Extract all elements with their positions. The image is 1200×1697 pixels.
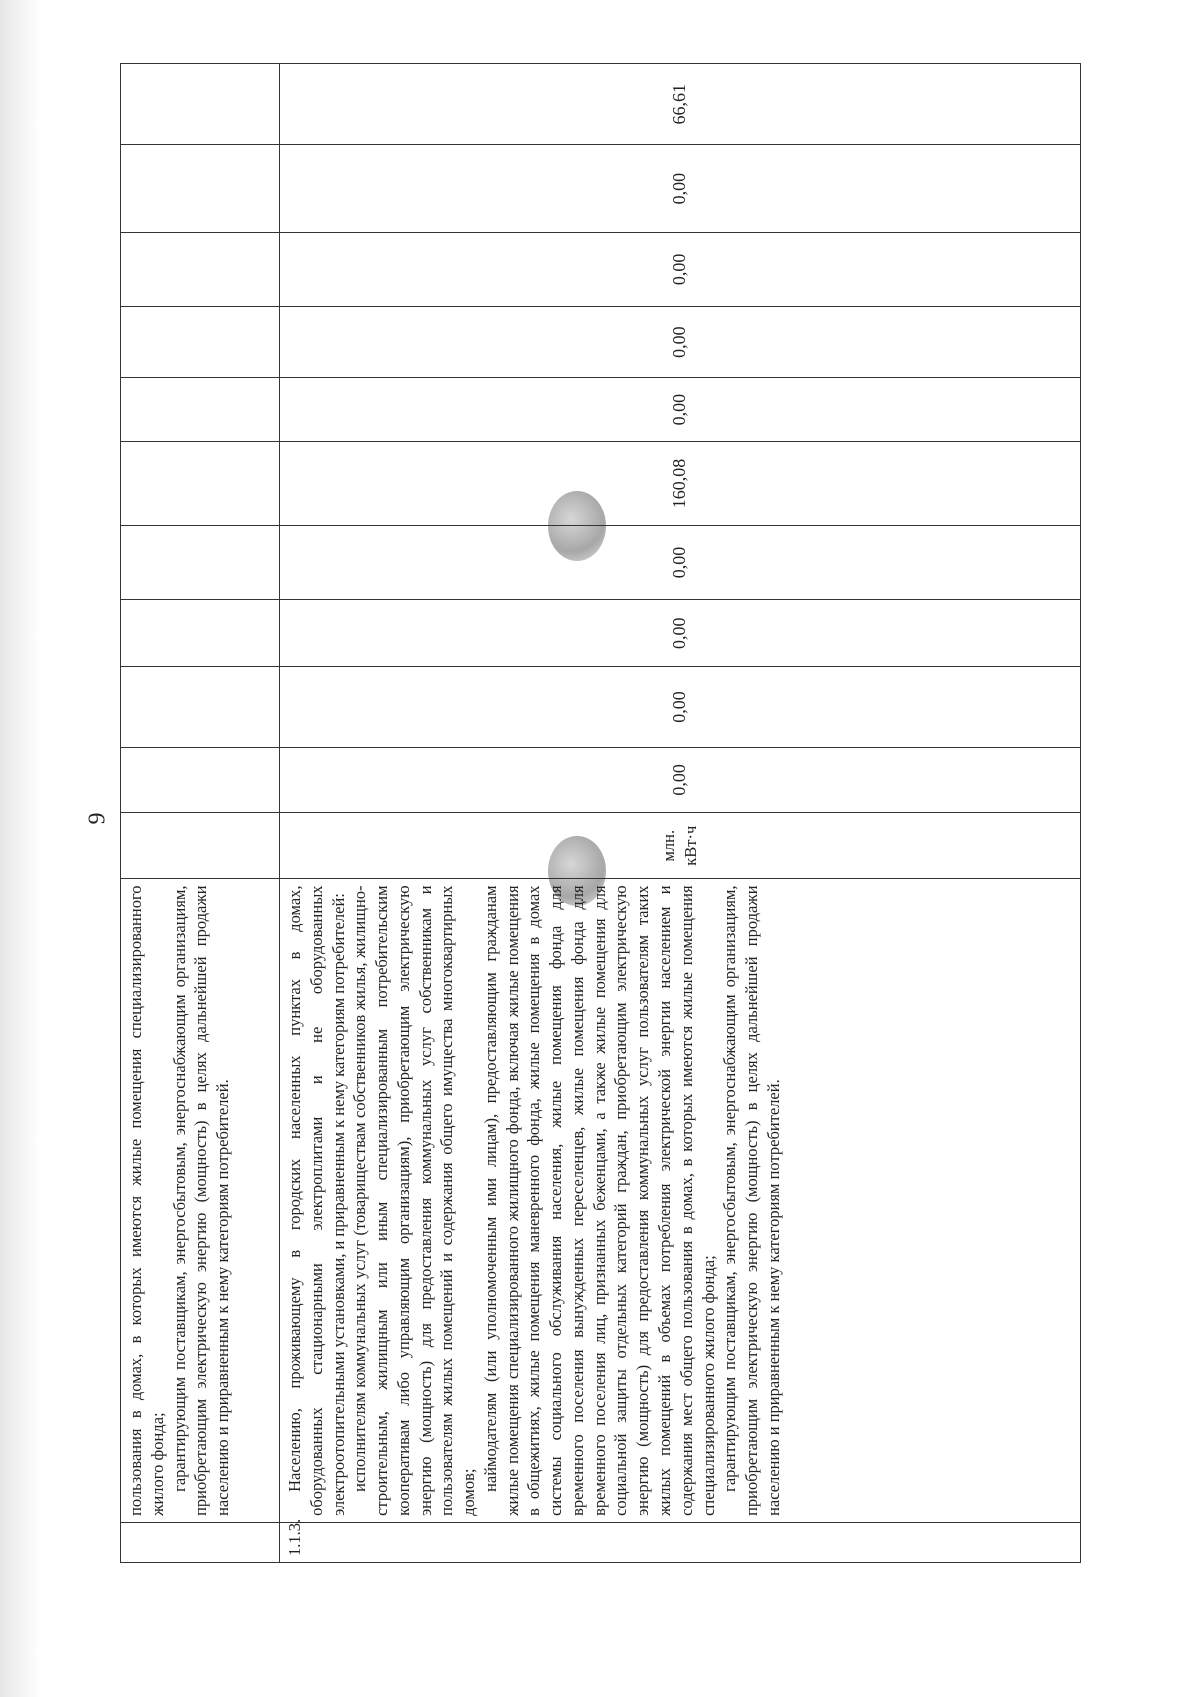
description-paragraph: гарантирующим поставщикам, энергосбытовым, энергоснабжающим организациям, приобретающим электрическую энергию (мощность) в целях дальнейшей продажи населению и приравненным к нему категориям потребителей. (720, 885, 783, 1516)
value-cell (121, 441, 280, 525)
unit-cell (121, 813, 280, 879)
value-text: 0,00 (669, 393, 690, 426)
value-text: 0,00 (669, 546, 690, 579)
value-cell (121, 599, 280, 667)
description-paragraph: Населению, проживающему в городских населенных пунктах в домах, оборудованных стационарными электроплитами и не оборудованных электроотопительными установками, и приравненным к нему категориям потребителей: (285, 885, 348, 1516)
tariff-table (120, 63, 1081, 1563)
value-text: 160,08 (669, 458, 690, 509)
value-text: 0,00 (669, 691, 690, 723)
description-paragraph: гарантирующим поставщикам, энергосбытовым, энергоснабжающим организациям, приобретающим электрическую энергию (мощность) в целях дальнейшей продажи населению и приравненным к нему категориям потребителей. (169, 885, 233, 1516)
value-cell (280, 378, 1081, 441)
scan-edge-shading (0, 0, 40, 1697)
table-row-continuation (121, 64, 280, 1563)
value-cell (121, 232, 280, 306)
value-cell (280, 232, 1081, 306)
value-cell (121, 64, 280, 145)
description-paragraph: исполнителям коммунальных услуг (товариществам собственников жилья, жилищно-строительным, жилищным или иным специализированным потребительским кооперативам либо управляющим организациям), приобретающим электрическую энергию (мощность) для предоставления коммунальных услуг собственникам и пользователям жилых помещений и содержания общего имущества многоквартирных домов; (350, 885, 479, 1516)
value-text: 0,00 (669, 617, 690, 649)
value-text: 0,00 (669, 326, 690, 358)
row-number-cell (121, 1522, 280, 1562)
value-cell (280, 145, 1081, 233)
rotated-table-wrapper (120, 63, 1078, 1563)
description-cell (121, 879, 280, 1522)
value-cell (121, 378, 280, 441)
value-cell (280, 599, 1081, 667)
description-paragraph: наймодателям (или уполномоченным ими лицам), предоставляющим гражданам жилые помещения специализированного жилищного фонда, включая жилые помещения в общежитиях, жилые помещения маневренного фонда, жилые помещения в домах системы социального обслуживания населения, жилые помещения фонда для временного поселения вынужденных переселенцев, жилые помещения фонда для временного поселения лиц, признанных беженцами, а также жилые помещения для социальной защиты отдельных категорий граждан, приобретающим электрическую энергию (мощность) для предоставления коммунальных услуг пользователям таких жилых помещений в объемах потребления электрической энергии населением и содержания мест общего пользования в домах, в которых имеются жилые помещения специализированного жилого фонда; (480, 885, 718, 1516)
value-cell (280, 306, 1081, 378)
description-cell (280, 879, 1081, 1522)
value-cell (280, 747, 1081, 812)
value-cell (121, 747, 280, 812)
page-number: 9 (84, 812, 111, 825)
value-cell (280, 526, 1081, 600)
unit-cell: млн. кВт·ч (280, 813, 1081, 879)
value-text: 0,00 (669, 764, 690, 796)
table-row-1-1-3 (280, 64, 1081, 1563)
value-text: 66,61 (669, 83, 690, 125)
value-cell (121, 526, 280, 600)
value-text: 0,00 (669, 253, 690, 286)
value-cell (121, 306, 280, 378)
value-cell (121, 145, 280, 233)
value-cell (280, 441, 1081, 525)
description-paragraph: пользования в домах, в которых имеются жилые помещения специализированного жилого фонда; (126, 885, 167, 1516)
value-text: 0,00 (669, 172, 690, 205)
value-cell (280, 667, 1081, 747)
value-cell (280, 64, 1081, 145)
value-cell (121, 667, 280, 747)
row-number-cell: 1.1.3. (280, 1522, 1081, 1562)
